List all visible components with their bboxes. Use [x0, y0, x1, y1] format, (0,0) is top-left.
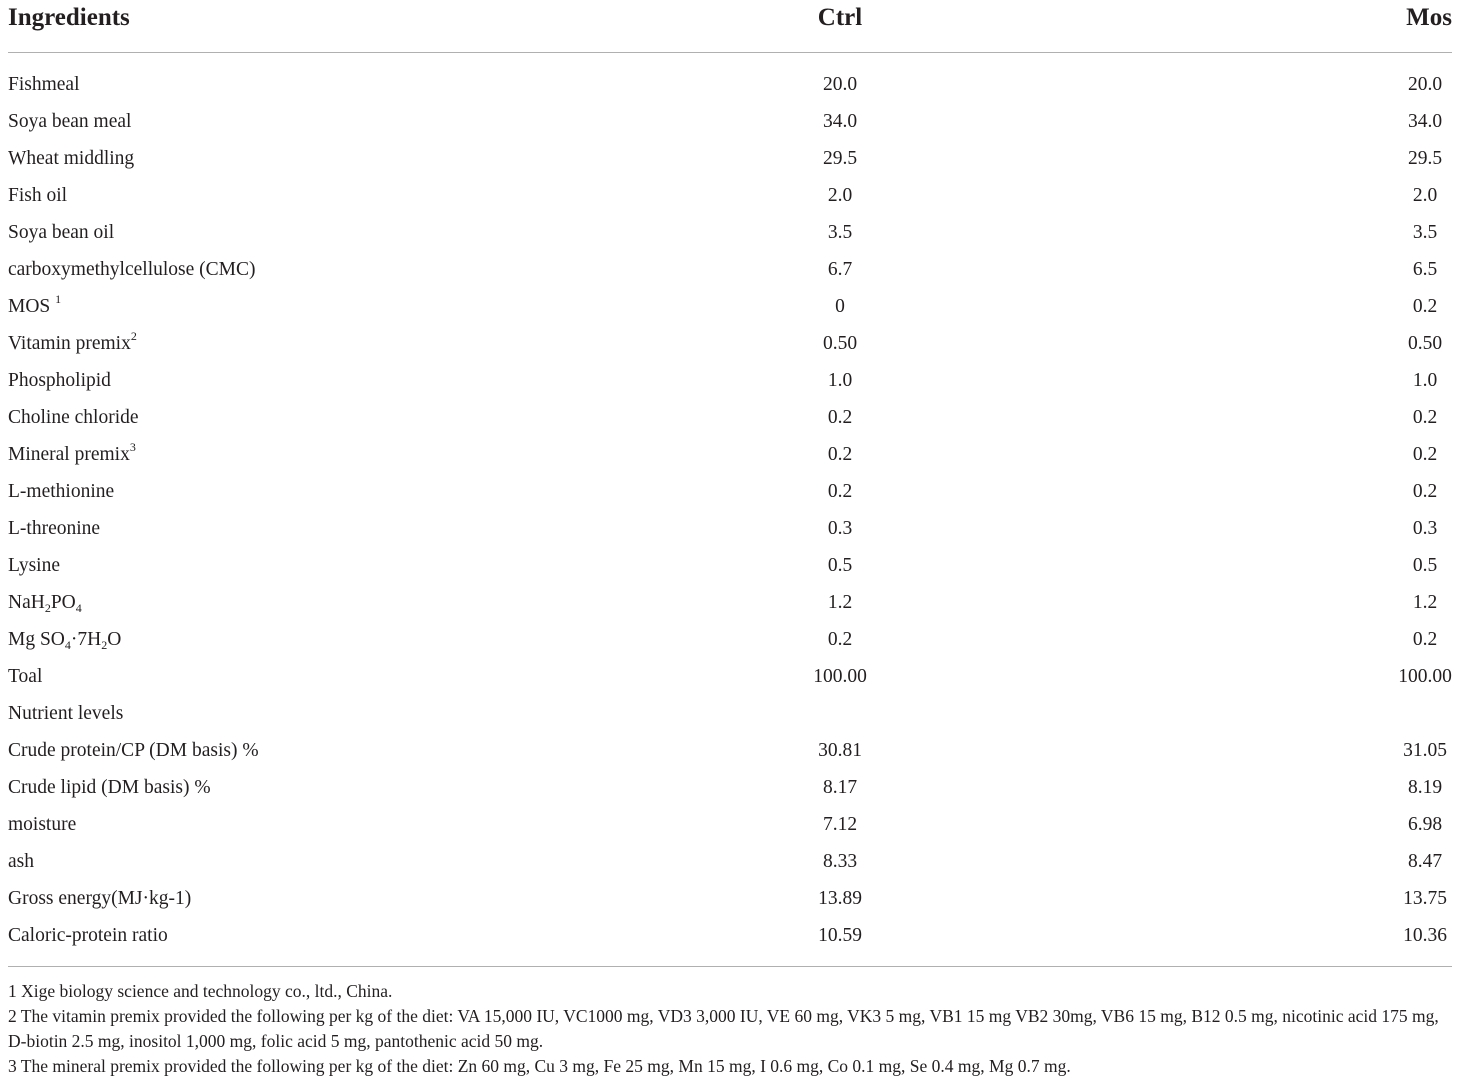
table-bottom-divider — [8, 966, 1452, 967]
table-body — [8, 53, 1452, 954]
table-row: Mg $SO_4\cdot 7H_2O$ 0.2 0.2 — [8, 621, 1452, 658]
footnote-1: 1 Xige biology science and technology co., ltd., China. — [8, 981, 393, 1001]
row-label — [8, 436, 136, 473]
row-label: ash — [8, 851, 34, 872]
table-row: Vitamin premix$^2$ 0.50 0.50 — [8, 325, 1452, 362]
row-label: Lysine — [8, 555, 60, 576]
formula-part: ·7H — [70, 629, 102, 650]
header-mos: Mos — [1406, 4, 1452, 31]
table-row: L-methionine 0.2 0.2 — [8, 473, 1452, 510]
row-label-text: Vitamin premix — [8, 333, 131, 354]
row-mos-value: 0.3 — [1412, 518, 1438, 539]
row-mos-value: 0.2 — [1412, 296, 1438, 317]
table-row: Crude protein/CP (DM basis) % 30.81 31.05 — [8, 732, 1452, 769]
row-mos-value: 0.5 — [1412, 555, 1438, 576]
row-mos-value: 1.0 — [1412, 370, 1438, 391]
row-label: moisture — [8, 814, 77, 835]
row-mos-value: 0.2 — [1412, 444, 1438, 465]
row-mos-value: 0.2 — [1412, 629, 1438, 650]
table-footnotes — [8, 979, 1454, 1079]
table-row: L-threonine 0.3 0.3 — [8, 510, 1452, 547]
table-row: Wheat middling 29.5 29.5 — [8, 140, 1452, 177]
table-row: Soya bean meal 34.0 34.0 — [8, 103, 1452, 140]
row-mos-value: 1.2 — [1412, 592, 1438, 613]
table-row: Choline chloride 0.2 0.2 — [8, 399, 1452, 436]
row-label: Fishmeal — [8, 74, 80, 95]
row-mos-value: 3.5 — [1412, 222, 1438, 243]
footnote-2: 2 The vitamin premix provided the following per kg of the diet: VA 15,000 IU, VC1000 mg, VD3 3,000 IU, VE 60 mg, VK3 5 mg, VB1 15 mg VB2 30mg, VB6 15 mg, B12 0.5 mg, nicotinic acid 175 mg, D-biotin 2.5 mg, inositol 1,000 mg, folic acid 5 mg, pantothenic acid 50 mg. — [8, 1006, 1439, 1051]
row-label: Gross energy(MJ·kg-1) — [8, 888, 192, 909]
table-row: carboxymethylcellulose (CMC) 6.7 6.5 — [8, 251, 1452, 288]
row-label-text: MOS — [8, 296, 51, 317]
row-label-text: Mineral premix — [8, 444, 130, 465]
row-mos-value: 2.0 — [1412, 185, 1438, 206]
formula-part: Mg SO — [8, 629, 65, 650]
row-label — [8, 325, 137, 362]
row-label — [8, 621, 121, 658]
table-row: Crude lipid (DM basis) % 8.17 8.19 — [8, 769, 1452, 806]
footnote-marker: 3 — [129, 440, 136, 454]
table-row: Fish oil 2.0 2.0 — [8, 177, 1452, 214]
row-label: Crude lipid (DM basis) % — [8, 777, 211, 798]
row-label: Fish oil — [8, 185, 68, 206]
row-mos-value: 10.36 — [1403, 925, 1447, 946]
ingredients-table — [8, 0, 1452, 967]
row-label: L-methionine — [8, 481, 115, 502]
formula-part: PO — [50, 592, 76, 613]
table-row: MOS $^1$ 0 0.2 — [8, 288, 1452, 325]
table-row: Caloric-protein ratio 10.59 10.36 — [8, 917, 1452, 954]
row-mos-value: 0.2 — [1412, 481, 1438, 502]
formula-subscript: 2 — [44, 601, 51, 615]
row-mos-value: 8.47 — [1407, 851, 1443, 872]
footnote-marker: 1 — [55, 292, 62, 306]
table-row — [8, 695, 1452, 732]
table-row: Soya bean oil 3.5 3.5 — [8, 214, 1452, 251]
row-label: Toal — [8, 666, 43, 687]
row-label: Nutrient levels — [8, 703, 124, 724]
table-row: ash 8.33 8.47 — [8, 843, 1452, 880]
row-mos-value: 6.98 — [1407, 814, 1443, 835]
footnote-marker: 2 — [130, 329, 137, 343]
row-label: L-threonine — [8, 518, 101, 539]
row-label: Crude protein/CP (DM basis) % — [8, 740, 259, 761]
row-label: Wheat middling — [8, 148, 135, 169]
row-mos-value: 13.75 — [1403, 888, 1447, 909]
footnote-3: 3 The mineral premix provided the following per kg of the diet: Zn 60 mg, Cu 3 mg, Fe 25 mg, Mn 15 mg, I 0.6 mg, Co 0.1 mg, Se 0.4 mg, Mg 0.7 mg. — [8, 1056, 1071, 1076]
formula-subscript: 2 — [101, 638, 108, 652]
row-mos-value: 20.0 — [1407, 74, 1443, 95]
row-label — [8, 584, 82, 621]
header-ingredients: Ingredients — [8, 4, 130, 31]
row-label: Choline chloride — [8, 407, 139, 428]
row-label: Soya bean oil — [8, 222, 115, 243]
table-row: Gross energy(MJ·kg-1) 13.89 13.75 — [8, 880, 1452, 917]
row-label: Soya bean meal — [8, 111, 132, 132]
table-row: Mineral premix$^3$ 0.2 0.2 — [8, 436, 1452, 473]
row-mos-value: 6.5 — [1412, 259, 1438, 280]
row-mos-value: 29.5 — [1407, 148, 1443, 169]
row-label: Caloric-protein ratio — [8, 925, 168, 946]
table-row: $NaH_2PO_4$ 1.2 1.2 — [8, 584, 1452, 621]
row-label: carboxymethylcellulose (CMC) — [8, 259, 256, 280]
table-row: moisture 7.12 6.98 — [8, 806, 1452, 843]
row-mos-value: 8.19 — [1407, 777, 1443, 798]
row-mos-value: 0.50 — [1407, 333, 1443, 354]
formula-part: O — [107, 629, 122, 650]
row-mos-value: 31.05 — [1403, 740, 1447, 761]
formula-subscript: 4 — [75, 601, 82, 615]
formula-subscript: 4 — [64, 638, 71, 652]
table-row: Fishmeal 20.0 20.0 — [8, 66, 1452, 103]
row-label: Phospholipid — [8, 370, 111, 391]
table-header: Ingredients Ctrl Mos — [8, 4, 1452, 31]
formula-part: NaH — [8, 592, 45, 613]
row-mos-value: 34.0 — [1407, 111, 1443, 132]
table-row: Phospholipid 1.0 1.0 — [8, 362, 1452, 399]
row-label — [8, 288, 61, 325]
table-row: Lysine 0.5 0.5 — [8, 547, 1452, 584]
row-mos-value: 0.2 — [1412, 407, 1438, 428]
row-mos-value: 100.00 — [1398, 666, 1452, 687]
table-row: Toal 100.00 100.00 — [8, 658, 1452, 695]
